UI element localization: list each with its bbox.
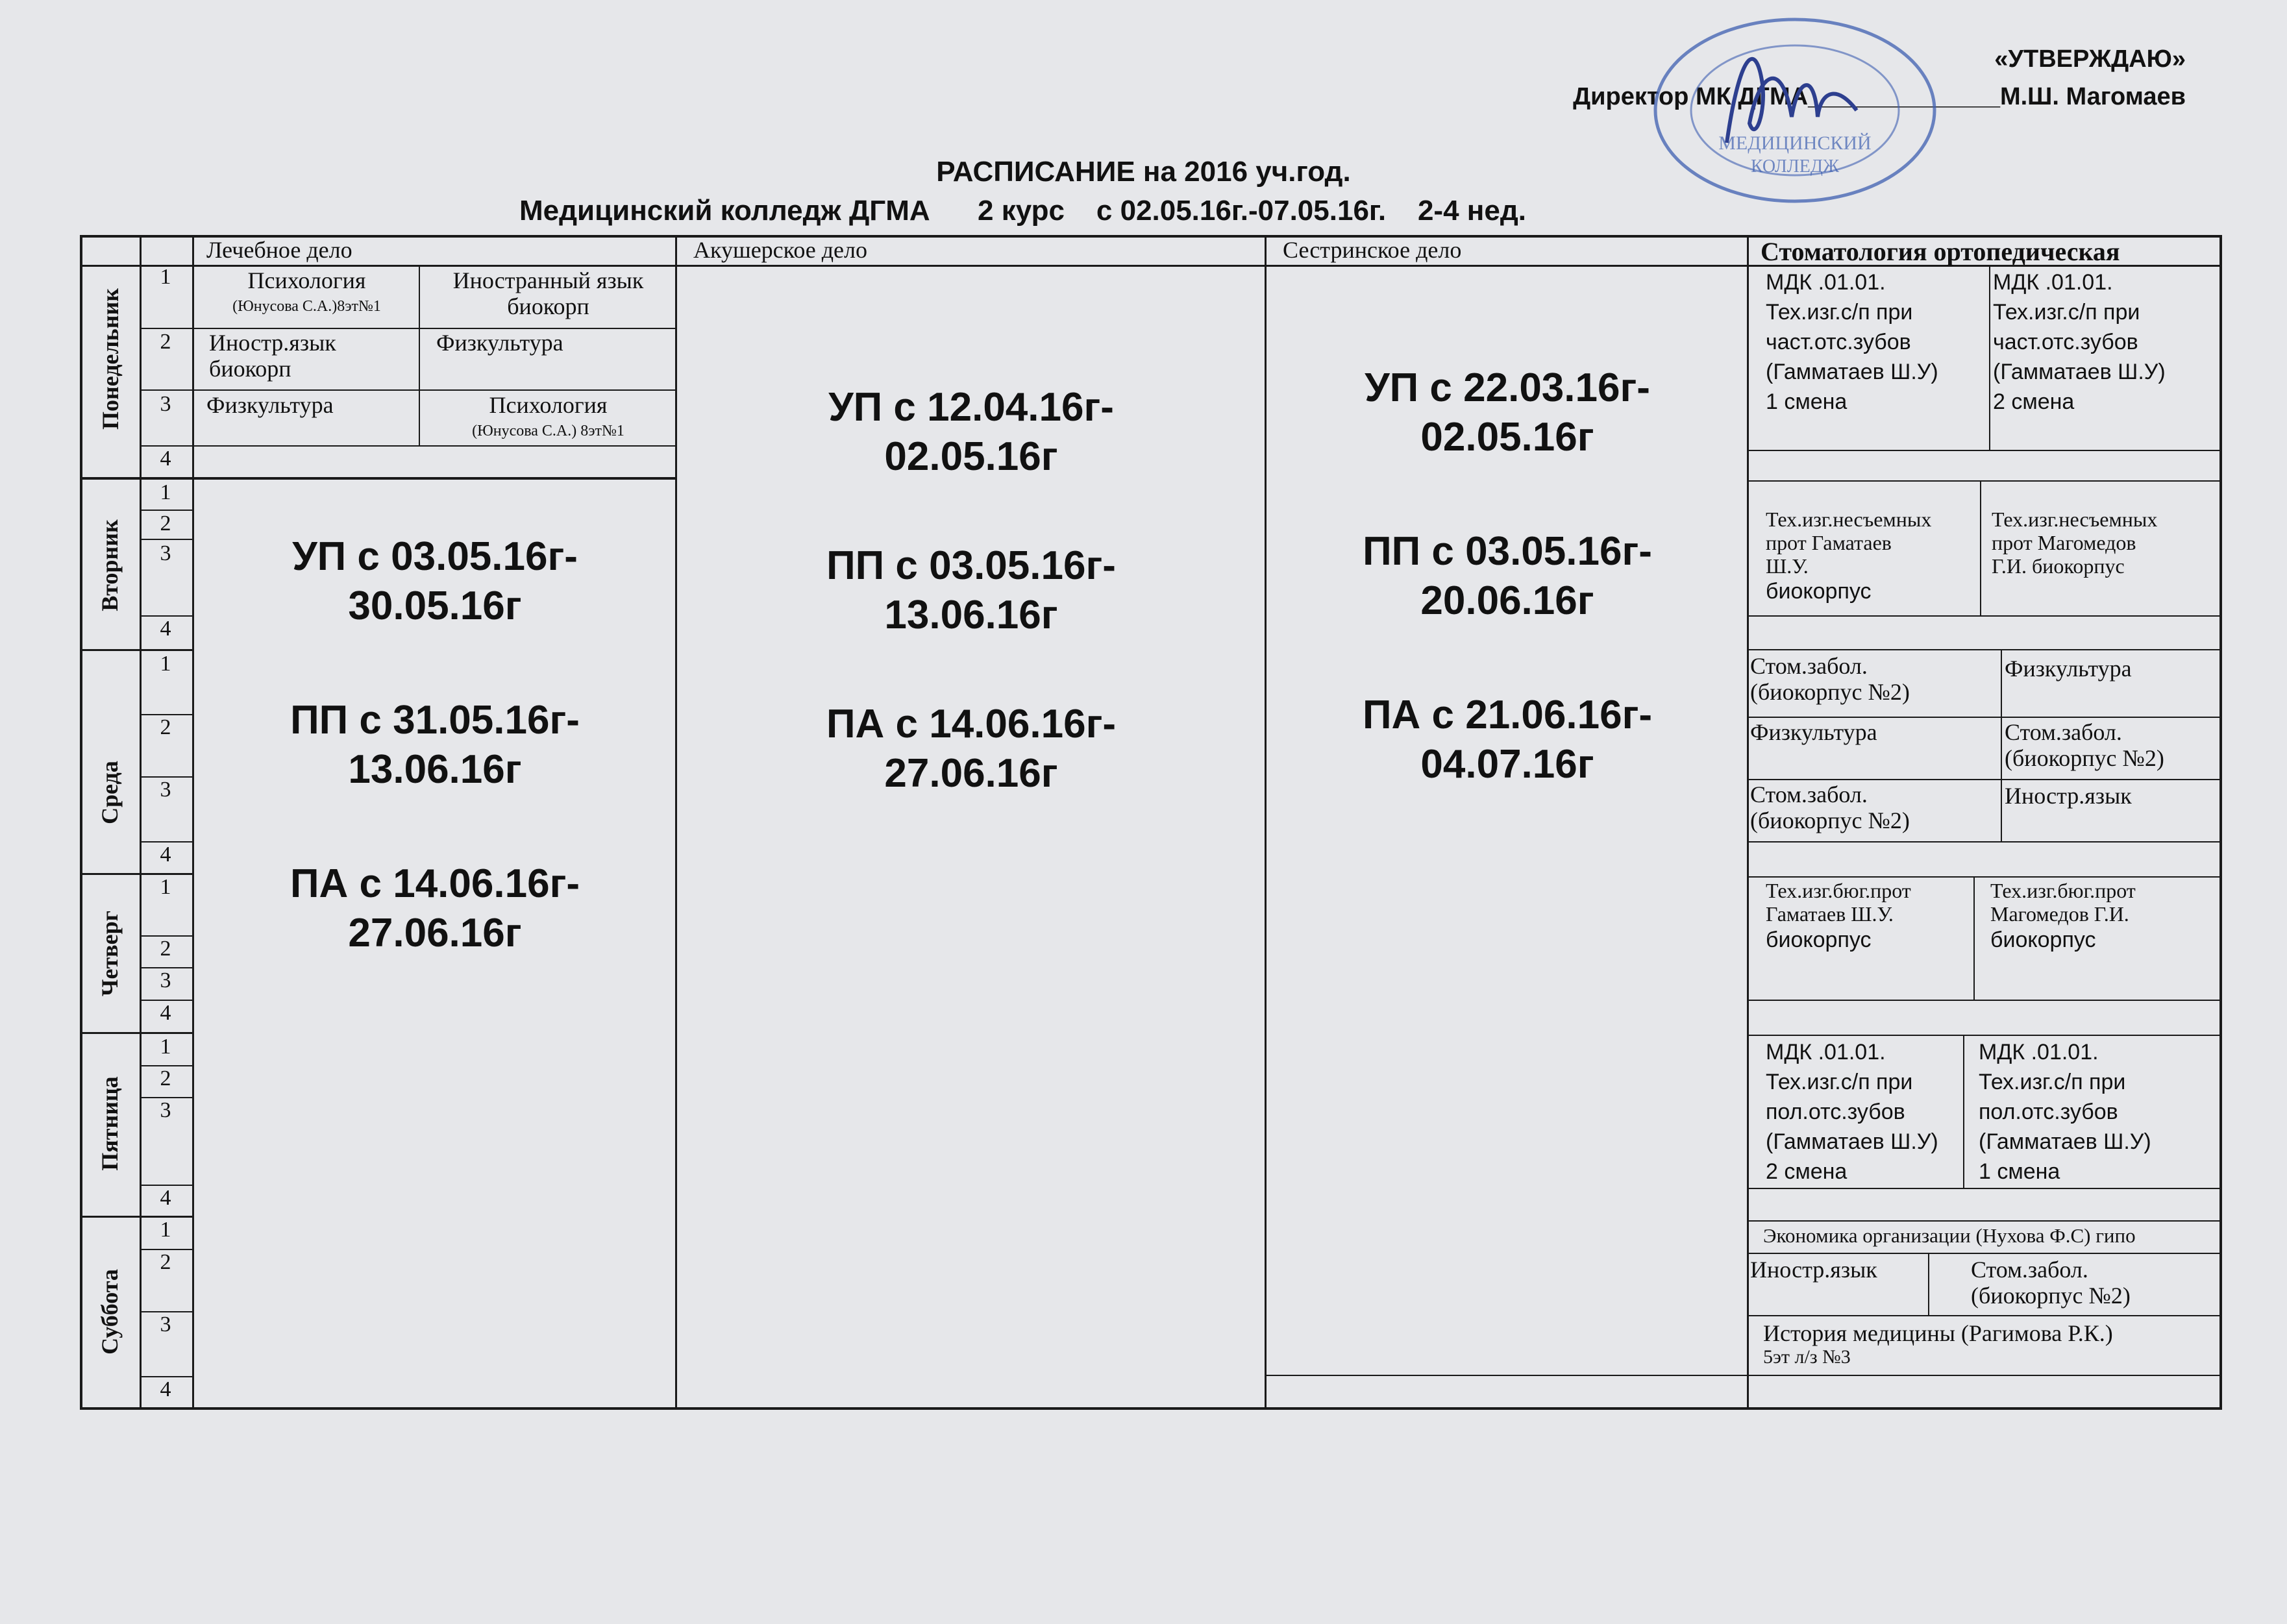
row-number: 3 (160, 541, 171, 565)
practice-line: ПП с 03.05.16г- (1363, 529, 1652, 574)
cell-line: Гаматаев Ш.У. (1766, 902, 1894, 926)
lesson-cell (198, 267, 415, 319)
stom-mon-group1 (1766, 267, 1986, 417)
cell-line: биокорпус (1990, 928, 2096, 952)
row-number: 2 (160, 715, 171, 739)
row-number: 3 (160, 778, 171, 802)
practice-line: 02.05.16г (884, 434, 1058, 479)
lesson-cell: Иностр.язык биокорп (209, 330, 336, 382)
cell-line: Тех.изг.с/п при (1766, 300, 1913, 325)
practice-line: ПА с 14.06.16г- (826, 702, 1117, 746)
practice-line: 04.07.16г (1420, 742, 1594, 787)
day-label-friday: Пятница (97, 1076, 123, 1171)
row-number: 2 (160, 1250, 171, 1274)
day-label-monday: Понедельник (97, 288, 123, 430)
stom-fri-group1 (1766, 1037, 1960, 1187)
day-label-tuesday: Вторник (97, 519, 123, 611)
stom-wed-r3-g2: Иностр.язык (2005, 783, 2132, 809)
cell-line: пол.отс.зубов (1979, 1100, 2118, 1124)
practice-line: 13.06.16г (348, 747, 522, 792)
cell-line: прот Магомедов (1992, 531, 2136, 554)
cell-line: (Гамматаев Ш.У) (1766, 360, 1938, 384)
cell-line: (биокорпус №2) (2005, 745, 2164, 771)
cell-line: Тех.изг.несъемных (1992, 508, 2158, 531)
cell-line: прот Гаматаев (1766, 531, 1892, 554)
row-number: 4 (160, 447, 171, 471)
stom-tue-group2 (1992, 508, 2216, 578)
day-label-saturday: Суббота (97, 1269, 123, 1355)
row-number: 2 (160, 1066, 171, 1090)
svg-text:КОЛЛЕДЖ: КОЛЛЕДЖ (1750, 156, 1840, 177)
cell-line: Тех.изг.с/п при (1766, 1070, 1913, 1094)
cell-line: част.отс.зубов (1766, 330, 1911, 354)
row-number: 1 (160, 875, 171, 899)
row-number: 1 (160, 1218, 171, 1242)
cell-line: част.отс.зубов (1993, 330, 2138, 354)
stom-tue-group1 (1766, 508, 1977, 605)
svg-text:МЕДИЦИНСКИЙ: МЕДИЦИНСКИЙ (1718, 132, 1872, 154)
practice-line: ПП с 03.05.16г- (826, 543, 1116, 588)
stom-wed-r2-g2 (2005, 719, 2219, 771)
stom-wed-r2-g1: Физкультура (1750, 719, 1877, 745)
stom-sat-r2-g2 (1971, 1257, 2218, 1309)
row-number: 4 (160, 617, 171, 641)
cell-line: Тех.изг.бюг.прот (1990, 879, 2136, 902)
cell-line: (биокорпус №2) (1750, 807, 1910, 833)
row-number: 4 (160, 843, 171, 867)
cell-line: Тех.изг.несъемных (1766, 508, 1932, 531)
director-title: Директор МК ДГМА (1573, 83, 1809, 110)
cell-line: пол.отс.зубов (1766, 1100, 1905, 1124)
subject: Психология (247, 267, 366, 293)
row-number: 3 (160, 968, 171, 992)
cell-line: Стом.забол. (2005, 719, 2122, 745)
cell-line: Тех.изг.с/п при (1979, 1070, 2126, 1094)
row-number: 3 (160, 1312, 171, 1336)
practice-line: УП с 03.05.16г- (292, 534, 578, 579)
cell-line: (биокорпус №2) (1750, 679, 1910, 705)
cell-line: 5эт л/з №3 (1763, 1346, 1851, 1368)
page-subtitle: Медицинский колледж ДГМА 2 курс с 02.05.16г.-07.05.16г. 2-4 нед. (519, 195, 1526, 227)
practice-line: ПА с 14.06.16г- (290, 861, 580, 906)
row-number: 4 (160, 1186, 171, 1210)
cell-line: (Гамматаев Ш.У) (1979, 1129, 2151, 1154)
director-name: М.Ш. Магомаев (1999, 83, 2186, 110)
approval-label: «УТВЕРЖДАЮ» (1994, 45, 2186, 73)
lesson-cell: Иностранный язык биокорп (452, 267, 644, 319)
practice-line: 13.06.16г (884, 593, 1058, 637)
stom-sat-r2-g1: Иностр.язык (1750, 1257, 1877, 1283)
column-header-akush: Акушерское дело (693, 237, 867, 263)
stom-sat-r3 (1763, 1320, 2218, 1368)
row-number: 2 (160, 330, 171, 354)
practice-line: ПП с 31.05.16г- (290, 698, 580, 743)
cell-line: 2 смена (1766, 1159, 1848, 1184)
stom-wed-r3-g1 (1750, 781, 1997, 833)
practice-line: 02.05.16г (1420, 415, 1594, 460)
row-number: 4 (160, 1377, 171, 1401)
stom-thu-group2 (1990, 879, 2218, 954)
cell-line: (Гамматаев Ш.У) (1766, 1129, 1938, 1154)
stom-wed-r1-g1 (1750, 653, 1997, 705)
row-number: 1 (160, 265, 171, 289)
lesson-cell: Физкультура (436, 330, 563, 356)
cell-line: МДК .01.01. (1766, 270, 1886, 295)
stom-wed-r1-g2: Физкультура (2005, 656, 2132, 682)
practice-line: 30.05.16г (348, 584, 522, 628)
cell-line: 1 смена (1979, 1159, 2060, 1184)
row-number: 3 (160, 392, 171, 416)
row-number: 1 (160, 480, 171, 504)
cell-line: Тех.изг.с/п при (1993, 300, 2140, 325)
practice-block-sestr (1267, 363, 1748, 789)
teacher: (Юнусова С.А.)8эт№1 (232, 298, 381, 315)
row-number: 3 (160, 1098, 171, 1122)
practice-block-akush (678, 383, 1265, 798)
row-number: 4 (160, 1001, 171, 1025)
day-label-thursday: Четверг (97, 911, 123, 996)
cell-line: (биокорпус №2) (1971, 1283, 2131, 1309)
cell-line: (Гамматаев Ш.У) (1993, 360, 2166, 384)
practice-block-lech (195, 532, 675, 958)
cell-line: Тех.изг.бюг.прот (1766, 879, 1911, 902)
row-number: 2 (160, 511, 171, 535)
cell-line: История медицины (Рагимова Р.К.) (1763, 1320, 2113, 1346)
practice-line: 20.06.16г (1420, 578, 1594, 623)
column-header-sestr: Сестринское дело (1283, 237, 1462, 263)
stom-sat-r1: Экономика организации (Нухова Ф.С) гипо (1763, 1224, 2136, 1247)
lesson-cell (423, 392, 673, 444)
cell-line: Г.И. биокорпус (1992, 554, 2125, 578)
cell-line: МДК .01.01. (1766, 1040, 1886, 1064)
lesson-cell: Физкультура (206, 392, 334, 418)
signature-line: ______________ (1808, 83, 2000, 110)
practice-line: ПА с 21.06.16г- (1362, 693, 1653, 737)
column-header-stom: Стоматология ортопедическая (1761, 237, 2120, 266)
page-title: РАСПИСАНИЕ на 2016 уч.год. (936, 156, 1351, 188)
teacher: (Юнусова С.А.) 8эт№1 (472, 423, 624, 439)
row-number: 1 (160, 652, 171, 676)
cell-line: 1 смена (1766, 389, 1848, 414)
subject: Психология (489, 392, 608, 418)
cell-line: Стом.забол. (1971, 1257, 2088, 1283)
practice-line: УП с 12.04.16г- (828, 385, 1114, 430)
practice-line: 27.06.16г (348, 911, 522, 955)
cell-line: МДК .01.01. (1993, 270, 2113, 295)
cell-line: Стом.забол. (1750, 781, 1868, 807)
cell-line: биокорпус (1766, 579, 1872, 604)
cell-line: Ш.У. (1766, 554, 1809, 578)
stom-mon-group2 (1993, 267, 2217, 417)
cell-line: МДК .01.01. (1979, 1040, 2099, 1064)
cell-line: Магомедов Г.И. (1990, 902, 2129, 926)
stom-fri-group2 (1979, 1037, 2216, 1187)
stom-thu-group1 (1766, 879, 1970, 954)
practice-line: УП с 22.03.16г- (1365, 365, 1650, 410)
cell-line: 2 смена (1993, 389, 2075, 414)
row-number: 2 (160, 937, 171, 961)
row-number: 1 (160, 1035, 171, 1059)
cell-line: Стом.забол. (1750, 653, 1868, 679)
day-label-wednesday: Среда (97, 761, 123, 824)
column-header-lech: Лечебное дело (206, 237, 352, 263)
practice-line: 27.06.16г (884, 751, 1058, 796)
cell-line: биокорпус (1766, 928, 1872, 952)
